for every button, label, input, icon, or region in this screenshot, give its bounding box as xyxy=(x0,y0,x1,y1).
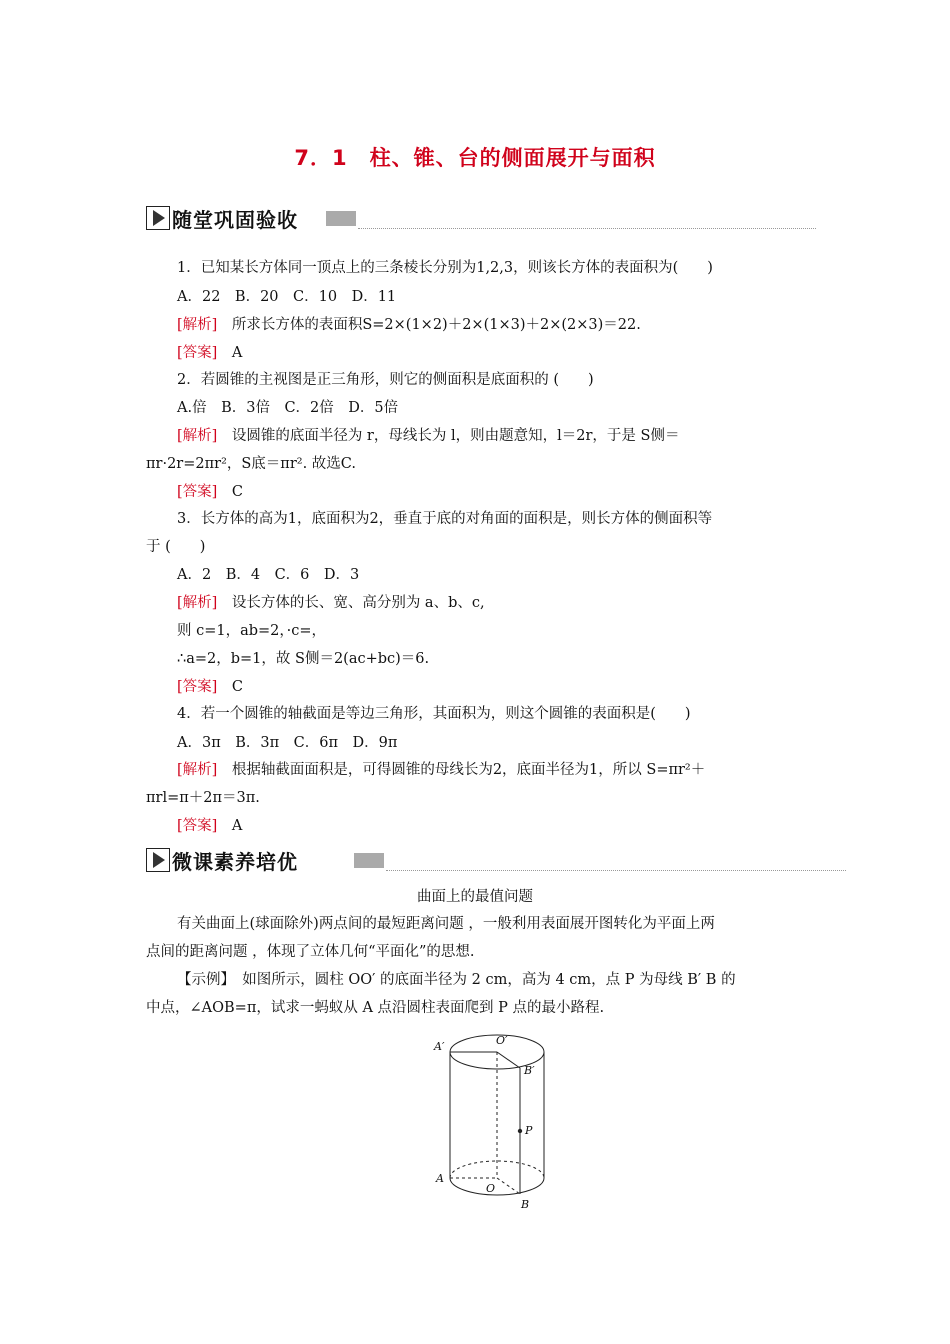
q2-analysis-text-1: 设圆锥的底面半径为 r，母线长为 l，则由题意知，l＝2r，于是 S侧＝ xyxy=(231,428,680,444)
bottom-ellipse-back xyxy=(450,1161,544,1178)
page-title: 7．1 柱、锥、台的侧面展开与面积 xyxy=(294,146,656,170)
example-text-2: 中点，∠AOB=π，试求一蚂蚁从 A 点沿圆柱表面爬到 P 点的最小路程. xyxy=(146,1000,605,1016)
q1-analysis-text: 所求长方体的表面积S=2×(1×2)＋2×(1×3)＋2×(2×3)＝22. xyxy=(231,317,641,333)
bottom-ellipse-front xyxy=(450,1178,544,1195)
label-a1: A′ xyxy=(434,1040,445,1053)
radius-o1b1 xyxy=(497,1052,520,1068)
q4-analysis-text-1: 根据轴截面面积是，可得圆锥的母线长为2，底面半径为1，所以 S=πr²＋ xyxy=(231,762,706,778)
q1-stem: 1．已知某长方体同一顶点上的三条棱长分别为1,2,3，则该长方体的表面积为( ) xyxy=(177,260,713,276)
answer-tag: [答案] xyxy=(177,818,218,834)
q3-stem-2: 于 ( ) xyxy=(146,539,206,555)
q4-stem: 4．若一个圆锥的轴截面是等边三角形，其面积为，则这个圆锥的表面积是( ) xyxy=(177,706,691,722)
q2-answer xyxy=(177,482,243,502)
example-line-1 xyxy=(177,970,736,990)
analysis-tag: [解析] xyxy=(177,428,218,444)
label-p: P xyxy=(525,1124,533,1137)
q1-answer-value: A xyxy=(231,345,243,361)
q3-stem-1: 3．长方体的高为1，底面积为2，垂直于底的对角面的面积是，则长方体的侧面积等 xyxy=(177,511,713,527)
answer-tag: [答案] xyxy=(177,345,218,361)
q3-analysis-text-1: 设长方体的长、宽、高分别为 a、b、c, xyxy=(231,595,485,611)
q2-options: A.倍 B．3倍 C．2倍 D．5倍 xyxy=(177,400,399,416)
play-icon xyxy=(146,206,170,230)
q2-answer-value: C xyxy=(231,484,243,500)
play-icon xyxy=(146,848,170,872)
q1-answer xyxy=(177,343,242,363)
q2-analysis-text-2: πr·2r=2πr²，S底＝πr². 故选C. xyxy=(146,456,356,472)
q2-stem: 2．若圆锥的主视图是正三角形，则它的侧面积是底面积的 ( ) xyxy=(177,372,594,388)
section-header-2 xyxy=(146,846,846,876)
label-b1: B′ xyxy=(524,1064,535,1077)
q3-analysis-text-3: ∴a=2，b=1，故 S侧＝2(ac+bc)＝6. xyxy=(177,651,430,667)
q3-answer-value: C xyxy=(231,679,243,695)
micro-paragraph-1: 有关曲面上(球面除外)两点间的最短距离问题 ，一般利用表面展开图转化为平面上两 xyxy=(177,916,715,932)
q4-options: A．3π B．3π C．6π D．9π xyxy=(177,735,398,751)
q4-answer-value: A xyxy=(231,818,243,834)
label-o1: O′ xyxy=(496,1034,508,1047)
section-rule xyxy=(358,228,816,229)
q3-analysis xyxy=(177,593,485,613)
label-o: O xyxy=(486,1182,496,1195)
point-p xyxy=(518,1129,522,1133)
q4-analysis xyxy=(177,760,705,780)
q3-options: A．2 B．4 C．6 D．3 xyxy=(177,567,360,583)
cylinder-figure xyxy=(430,1030,560,1215)
q4-answer xyxy=(177,816,242,836)
section-header-1 xyxy=(146,204,816,234)
section-title-1: 随堂巩固验收 xyxy=(172,208,298,232)
example-text-1: 如图所示，圆柱 OO′ 的底面半径为 2 cm，高为 4 cm，点 P 为母线 B′ B 的 xyxy=(242,972,736,988)
section-rule xyxy=(386,870,846,871)
answer-tag: [答案] xyxy=(177,679,218,695)
label-a: A xyxy=(436,1172,444,1185)
label-b: B xyxy=(521,1198,530,1211)
q1-options: A．22 B．20 C．10 D．11 xyxy=(177,289,397,305)
analysis-tag: [解析] xyxy=(177,595,218,611)
q2-analysis xyxy=(177,426,679,446)
section-bar-decoration xyxy=(354,853,384,868)
radius-ob xyxy=(497,1178,520,1194)
analysis-tag: [解析] xyxy=(177,762,218,778)
q3-analysis-text-2: 则 c=1，ab=2，·c=， xyxy=(177,623,327,639)
analysis-tag: [解析] xyxy=(177,317,218,333)
example-tag: 【示例】 xyxy=(177,972,228,988)
q4-analysis-text-2: πrl=π＋2π＝3π. xyxy=(146,790,260,806)
micro-subtitle: 曲面上的最值问题 xyxy=(417,889,533,905)
q1-analysis xyxy=(177,315,641,335)
q3-answer xyxy=(177,677,243,697)
section-bar-decoration xyxy=(326,211,356,226)
answer-tag: [答案] xyxy=(177,484,218,500)
micro-paragraph-2: 点间的距离问题 ，体现了立体几何“平面化”的思想. xyxy=(146,944,475,960)
section-title-2: 微课素养培优 xyxy=(172,850,298,874)
